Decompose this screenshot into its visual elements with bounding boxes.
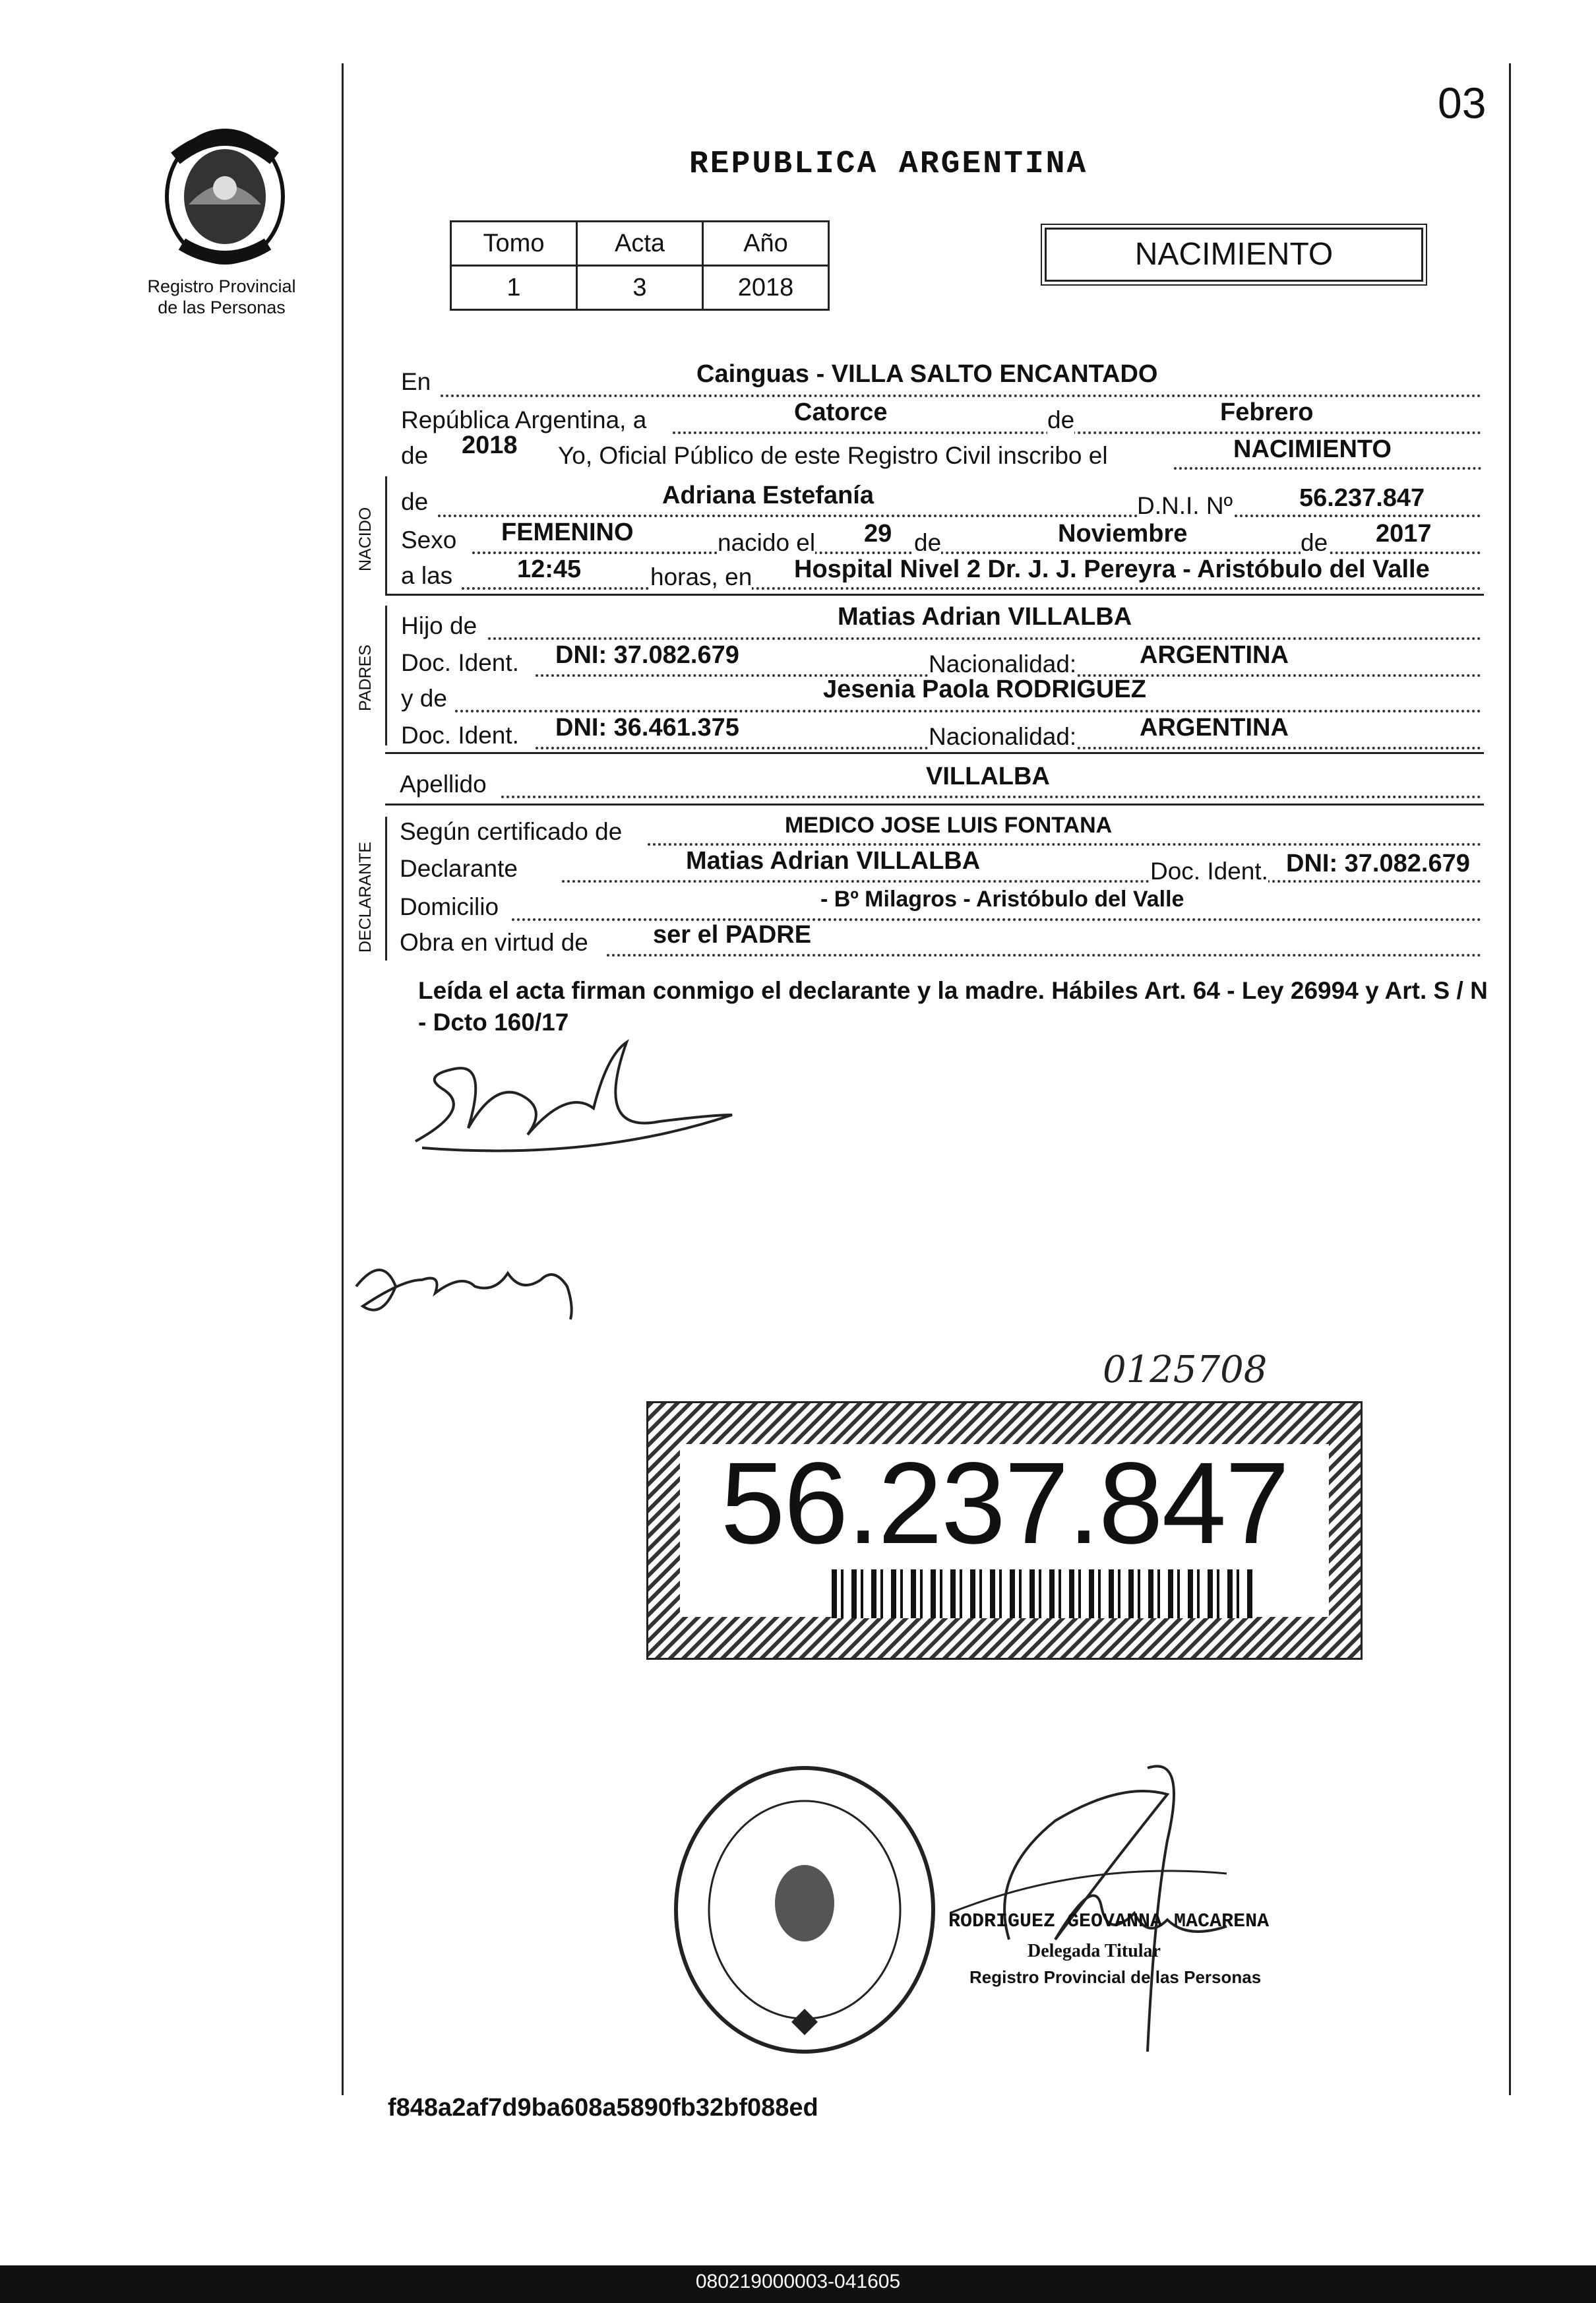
label-sexo: Sexo	[401, 526, 457, 553]
value-birth-place: Hospital Nivel 2 Dr. J. J. Pereyra - Aristóbulo del Valle	[794, 555, 1430, 583]
value-mother-nat: ARGENTINA	[1140, 714, 1289, 741]
record-type-box: NACIMIENTO	[1045, 228, 1423, 282]
province-logo	[156, 119, 294, 270]
label-de-4: de	[914, 529, 942, 556]
divider-apellido	[385, 804, 1484, 805]
signature-stamp	[948, 1910, 1370, 1988]
logo-caption-line1: Registro Provincial	[147, 276, 296, 296]
label-de-2: de	[401, 442, 429, 469]
record-value-tomo: 1	[451, 266, 577, 310]
declarante-bracket	[385, 817, 387, 961]
value-month: Febrero	[1220, 398, 1314, 426]
dots-father	[488, 637, 1481, 640]
value-surname: VILLALBA	[926, 763, 1050, 790]
right-margin-line	[1509, 63, 1511, 2095]
value-declarant-name: Matias Adrian VILLALBA	[686, 847, 981, 875]
value-mother-name: Jesenia Paola RODRIGUEZ	[823, 676, 1146, 703]
label-nacido-el: nacido el	[718, 529, 816, 556]
padres-bracket	[385, 606, 387, 745]
signer-office: Registro Provincial de las Personas	[969, 1967, 1262, 1987]
value-certificate: MEDICO JOSE LUIS FONTANA	[785, 813, 1113, 838]
label-en: En	[401, 368, 431, 395]
dots-inscribo	[1174, 467, 1481, 470]
footer-code: 080219000003-041605	[695, 2271, 901, 2292]
label-de-1: de	[1047, 406, 1075, 433]
dots-certificado	[648, 843, 1481, 846]
handwritten-number: 0125708	[1103, 1348, 1268, 1391]
dots-declarante	[562, 880, 1481, 883]
record-value-acta: 3	[577, 266, 703, 310]
logo-caption	[136, 276, 307, 318]
signer-name: RODRIGUEZ GEOVANNA MACARENA	[948, 1910, 1270, 1933]
country-title: REPUBLICA ARGENTINA	[689, 146, 1088, 182]
left-margin-line	[342, 63, 344, 2095]
dots-sexo	[472, 552, 1481, 554]
value-child-name: Adriana Estefanía	[662, 482, 874, 509]
dni-sticker-inner	[680, 1439, 1329, 1617]
section-declarante: DECLARANTE	[356, 841, 375, 953]
label-dni: D.N.I. Nº	[1137, 492, 1233, 519]
dots-en	[441, 394, 1481, 397]
dots-obra	[607, 954, 1481, 957]
label-de-3: de	[401, 488, 429, 515]
closing-text: Leída el acta firman conmigo el declarante y la madre. Hábiles Art. 64 - Ley 26994 y Art. S / N - Dcto 160/17	[418, 977, 1488, 1036]
label-apellido: Apellido	[400, 771, 487, 798]
value-birth-time: 12:45	[517, 555, 582, 583]
dni-sticker	[646, 1401, 1363, 1660]
value-birth-month: Noviembre	[1058, 520, 1188, 548]
record-header-tomo: Tomo	[451, 222, 577, 266]
divider-padres	[385, 752, 1484, 754]
label-hijo-de: Hijo de	[401, 612, 477, 639]
signer-title: Delegada Titular	[1028, 1941, 1161, 1961]
value-child-dni: 56.237.847	[1299, 484, 1425, 512]
section-padres: PADRES	[356, 645, 375, 711]
label-declarante: Declarante	[400, 855, 518, 882]
official-signature	[950, 1742, 1345, 2058]
record-header-anio: Año	[703, 222, 829, 266]
label-segun: Según certificado de	[400, 818, 623, 845]
dots-child	[438, 515, 1481, 517]
label-nacionalidad-1: Nacionalidad:	[929, 650, 1077, 678]
record-table	[450, 220, 830, 311]
label-domicilio: Domicilio	[400, 893, 499, 920]
dots-time	[462, 587, 1481, 590]
dots-mother	[455, 710, 1481, 712]
value-father-doc: DNI: 37.082.679	[555, 641, 739, 669]
value-place: Cainguas - VILLA SALTO ENCANTADO	[696, 360, 1158, 388]
value-birth-day: 29	[864, 520, 892, 548]
value-sexo: FEMENINO	[501, 519, 634, 546]
value-year: 2018	[462, 431, 518, 459]
divider-nacido	[385, 594, 1484, 596]
nacido-bracket	[385, 476, 387, 594]
value-domicile: - Bº Milagros - Aristóbulo del Valle	[820, 887, 1184, 912]
label-horas-en: horas, en	[650, 563, 752, 590]
label-doc-ident-1: Doc. Ident.	[401, 649, 519, 676]
value-obra: ser el PADRE	[653, 921, 812, 949]
label-nacionalidad-2: Nacionalidad:	[929, 723, 1077, 750]
page-number: 03	[1438, 79, 1487, 127]
logo-caption-line2: de las Personas	[158, 298, 286, 317]
mother-signature	[343, 1240, 594, 1333]
value-day: Catorce	[794, 398, 888, 426]
dni-sticker-number: 56.237.847	[720, 1439, 1289, 1568]
label-a-las: a las	[401, 562, 453, 589]
record-header-acta: Acta	[577, 222, 703, 266]
official-seal	[666, 1761, 943, 2058]
section-nacido: NACIDO	[356, 507, 375, 571]
value-mother-doc: DNI: 36.461.375	[555, 714, 739, 741]
label-doc-ident-2: Doc. Ident.	[401, 722, 519, 749]
value-father-name: Matias Adrian VILLALBA	[838, 603, 1132, 631]
label-obra: Obra en virtud de	[400, 929, 588, 956]
barcode	[832, 1569, 1254, 1618]
label-de-5: de	[1301, 529, 1328, 556]
record-value-anio: 2018	[703, 266, 829, 310]
label-republica: República Argentina, a	[401, 406, 647, 433]
value-declarant-doc: DNI: 37.082.679	[1286, 850, 1470, 877]
label-inscribo: Yo, Oficial Público de este Registro Civil inscribo el	[558, 442, 1108, 469]
label-doc-ident-3: Doc. Ident.	[1150, 858, 1268, 885]
label-y-de: y de	[401, 685, 447, 712]
value-father-nat: ARGENTINA	[1140, 641, 1289, 669]
document-hash: f848a2af7d9ba608a5890fb32bf088ed	[388, 2094, 818, 2122]
value-birth-year: 2017	[1376, 520, 1432, 548]
declarant-signature	[396, 1029, 752, 1161]
dots-republica	[673, 431, 1481, 434]
dots-apellido	[501, 796, 1481, 798]
value-inscribo: NACIMIENTO	[1233, 435, 1392, 463]
